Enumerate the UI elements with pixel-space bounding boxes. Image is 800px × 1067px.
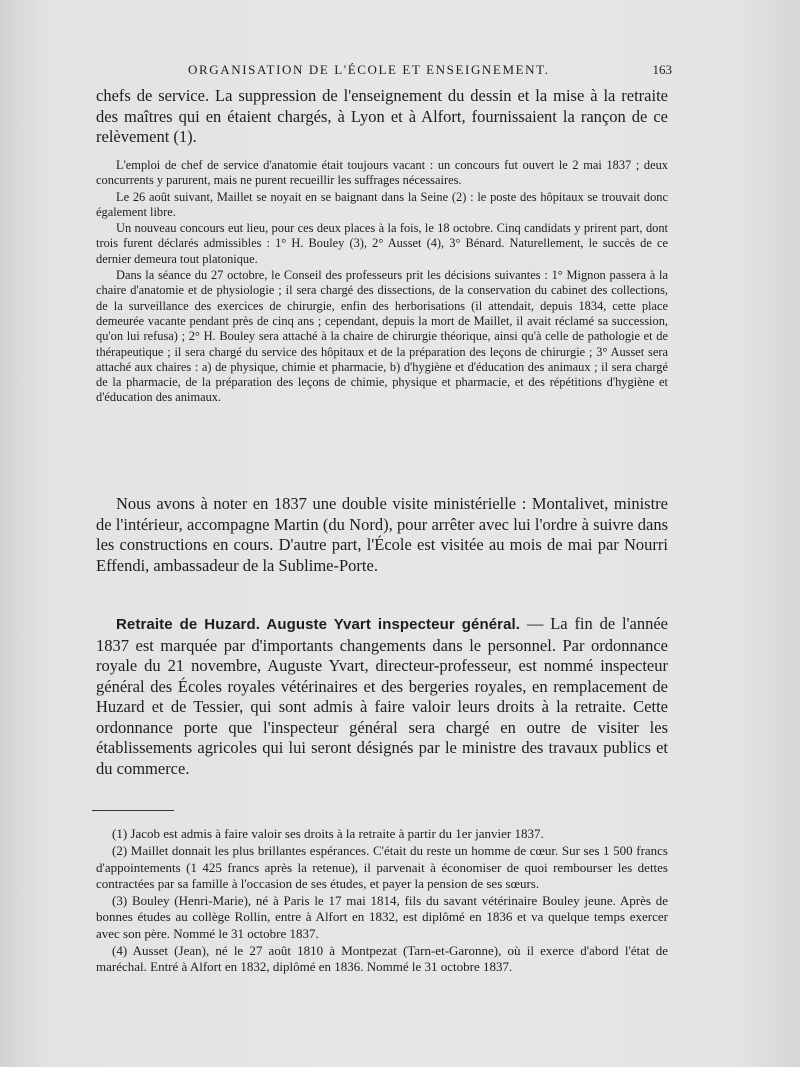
opening-paragraph-block — [96, 86, 668, 148]
running-title: ORGANISATION DE L'ÉCOLE ET ENSEIGNEMENT. — [188, 62, 550, 77]
page-number: 163 — [652, 62, 672, 77]
small-paragraph-concours: L'emploi de chef de service d'anatomie était toujours vacant : un concours fut ouvert le 2 mai 1837 ; deux concurrents y parurent, mais ne purent recueillir les suffrages nécessaires. — [96, 158, 668, 188]
section-paragraph — [96, 614, 668, 779]
small-paragraph-seance: Dans la séance du 27 octobre, le Conseil des professeurs prit les décisions suivantes : 1° Mignon passera à la chaire d'anatomie et de physiologie ; il sera chargé des dissections, de la conservation du cabinet des collections, de la surveillance des exercices de chirurgie, enfin des herborisations (il attendait, depuis 1834, cette place demeurée vacante pendant près de cinq ans ; cependant, depuis la mort de Maillet, il avait réclamé sa succession, qu'on lui refusa) ; 2° H. Bouley sera attaché à la chaire de chirurgie théorique, ainsi qu'à celle de pathologie et de thérapeutique ; il sera chargé du service des hôpitaux et de la préparation des leçons de chirurgie ; 3° Ausset sera attaché aux chaires : a) de physique, chimie et pharmacie, b) d'hygiène et d'éducation des animaux ; il sera chargé de la pharmacie, de la préparation des leçons de chimie, physique et pharmacie, et des répétitions d'hygiène et d'éducation des animaux. — [96, 268, 668, 405]
section-block — [96, 614, 668, 779]
footnote-2: (2) Maillet donnait les plus brillantes espérances. C'était du reste un homme de cœur. Sur ses 1 500 francs d'appointements (1 425 francs après la retenue), il parvenait à économiser de quoi rembourser les dettes contractées par sa famille à l'occasion de ses études, et payer la pension de ses sœurs. — [96, 843, 668, 891]
footnote-divider — [92, 810, 174, 811]
footnote-4: (4) Ausset (Jean), né le 27 août 1810 à Montpezat (Tarn-et-Garonne), où il exerce d'abord l'état de maréchal. Entré à Alfort en 1832, diplômé en 1836. Nommé le 31 octobre 1837. — [96, 943, 668, 975]
visit-paragraph: Nous avons à noter en 1837 une double visite ministérielle : Montalivet, ministre de l'intérieur, accompagne Martin (du Nord), pour arrêter avec lui l'ordre à suivre dans les constructions en cours. D'autre part, l'École est visitée au mois de mai par Nourri Effendi, ambassadeur de la Sublime-Porte. — [96, 494, 668, 575]
opening-paragraph: chefs de service. La suppression de l'enseignement du dessin et la mise à la retraite des maîtres qui en étaient chargés, à Lyon et à Alfort, fournissaient la rançon de ce relèvement (1). — [96, 86, 668, 146]
small-paragraph-maillet: Le 26 août suivant, Maillet se noyait en se baignant dans la Seine (2) : le poste des hôpitaux se trouvait donc également libre. — [96, 189, 668, 219]
small-print-block — [96, 158, 668, 406]
visit-paragraph-block — [96, 494, 668, 576]
section-title: Retraite de Huzard. Auguste Yvart inspecteur général. — [116, 616, 521, 633]
page-header — [118, 62, 672, 82]
section-body: — La fin de l'année 1837 est marquée par d'importants changements dans le personnel. Par ordonnance royale du 21 novembre, Auguste Yvart, directeur-professeur, est nommé inspecteur général des Écoles royales vétérinaires et des bergeries royales, en remplacement de Huzard et de Tessier, qui sont admis à faire valoir leurs droits à la retraite. Cette ordonnance porte que l'inspecteur général sera chargé en outre de visiter les établissements agricoles qui lui seront désignés par le ministre des travaux publics et du commerce. — [96, 614, 669, 778]
footnotes — [96, 826, 668, 977]
small-paragraph-nouveau-concours: Un nouveau concours eut lieu, pour ces deux places à la fois, le 18 octobre. Cinq candidats y prirent part, dont trois furent déclarés admissibles : 1° H. Bouley (3), 2° Ausset (4), 3° Bénard. Naturellement, le succès de ce dernier demeura tout platonique. — [96, 221, 668, 266]
footnote-3: (3) Bouley (Henri-Marie), né à Paris le 17 mai 1814, fils du savant vétérinaire Bouley jeune. Après de bonnes études au collège Rollin, entre à Alfort en 1832, est diplômé en 1836 et va quelque temps exercer avec son père. Nommé le 31 octobre 1837. — [96, 893, 668, 941]
footnote-1: (1) Jacob est admis à faire valoir ses droits à la retraite à partir du 1er janvier 1837. — [112, 826, 544, 841]
